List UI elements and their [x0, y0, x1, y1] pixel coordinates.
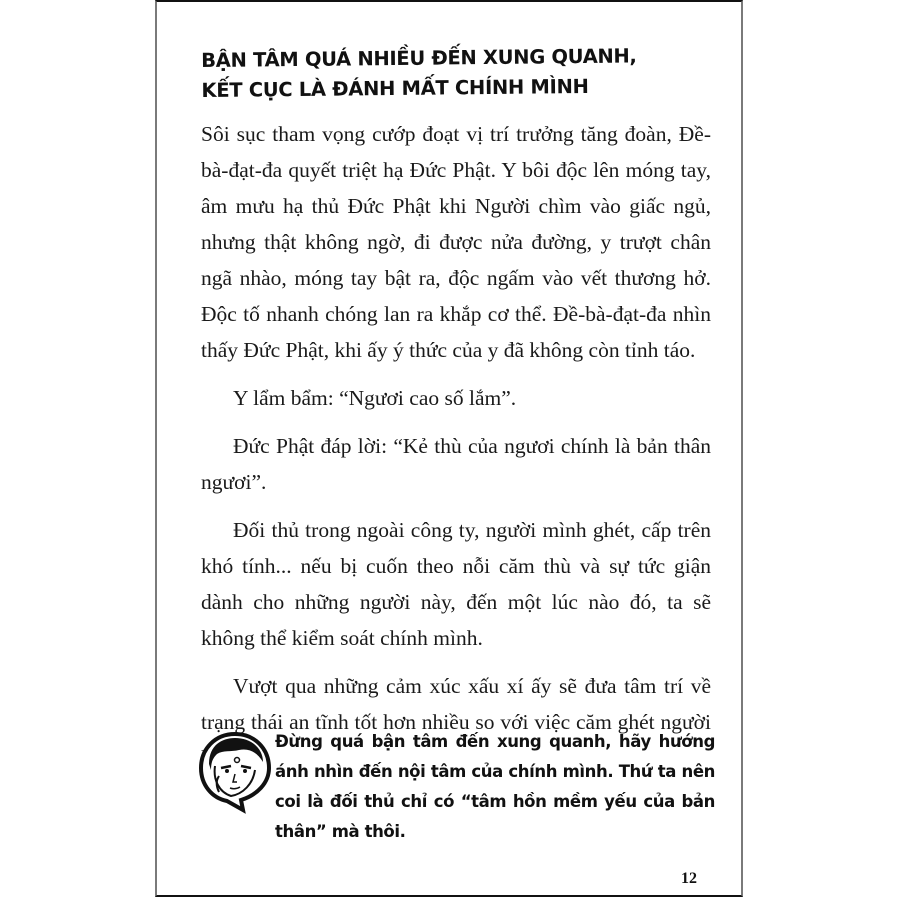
- chapter-title-line-1: BẬN TÂM QUÁ NHIỀU ĐẾN XUNG QUANH,: [201, 44, 637, 72]
- body-text: [201, 116, 711, 776]
- book-page: [155, 0, 743, 897]
- paragraph-3: Đức Phật đáp lời: “Kẻ thù của ngươi chính là bản thân ngươi”.: [201, 434, 711, 494]
- buddha-face-speech-bubble-icon: [197, 730, 273, 814]
- highlight-quote: Đừng quá bận tâm đến xung quanh, hãy hướng ánh nhìn đến nội tâm của chính mình. Thứ ta nên coi là đối thủ chỉ có “tâm hồn mềm yếu của bản thân” mà thôi.: [275, 732, 715, 841]
- paragraph-2: Y lẩm bẩm: “Ngươi cao số lắm”.: [233, 386, 517, 410]
- paragraph-1: Sôi sục tham vọng cướp đoạt vị trí trưởng tăng đoàn, Đề-bà-đạt-đa quyết triệt hạ Đức Phật. Y bôi độc lên móng tay, âm mưu hạ thủ Đức Phật khi Người chìm vào giấc ngủ, nhưng thật không ngờ, đi được nửa đường, y trượt chân ngã nhào, móng tay bật ra, độc ngấm vào vết thương hở. Độc tố nhanh chóng lan ra khắp cơ thể. Đề-bà-đạt-đa nhìn thấy Đức Phật, khi ấy ý thức của y đã không còn tỉnh táo.: [201, 122, 711, 362]
- chapter-title: [201, 41, 722, 106]
- page-number: 12: [681, 870, 697, 887]
- chapter-title-line-2: KẾT CỤC LÀ ĐÁNH MẤT CHÍNH MÌNH: [201, 74, 589, 102]
- paragraph-5: Vượt qua những cảm xúc xấu xí ấy sẽ đưa tâm trí về trạng thái an tĩnh tốt hơn nhiều so với việc căm ghét người: [201, 674, 711, 734]
- paragraph-4: Đối thủ trong ngoài công ty, người mình ghét, cấp trên khó tính... nếu bị cuốn theo nỗi căm thù và sự tức giận dành cho những người này, đến một lúc nào đó, ta sẽ không thể kiểm soát chính mình.: [201, 518, 711, 650]
